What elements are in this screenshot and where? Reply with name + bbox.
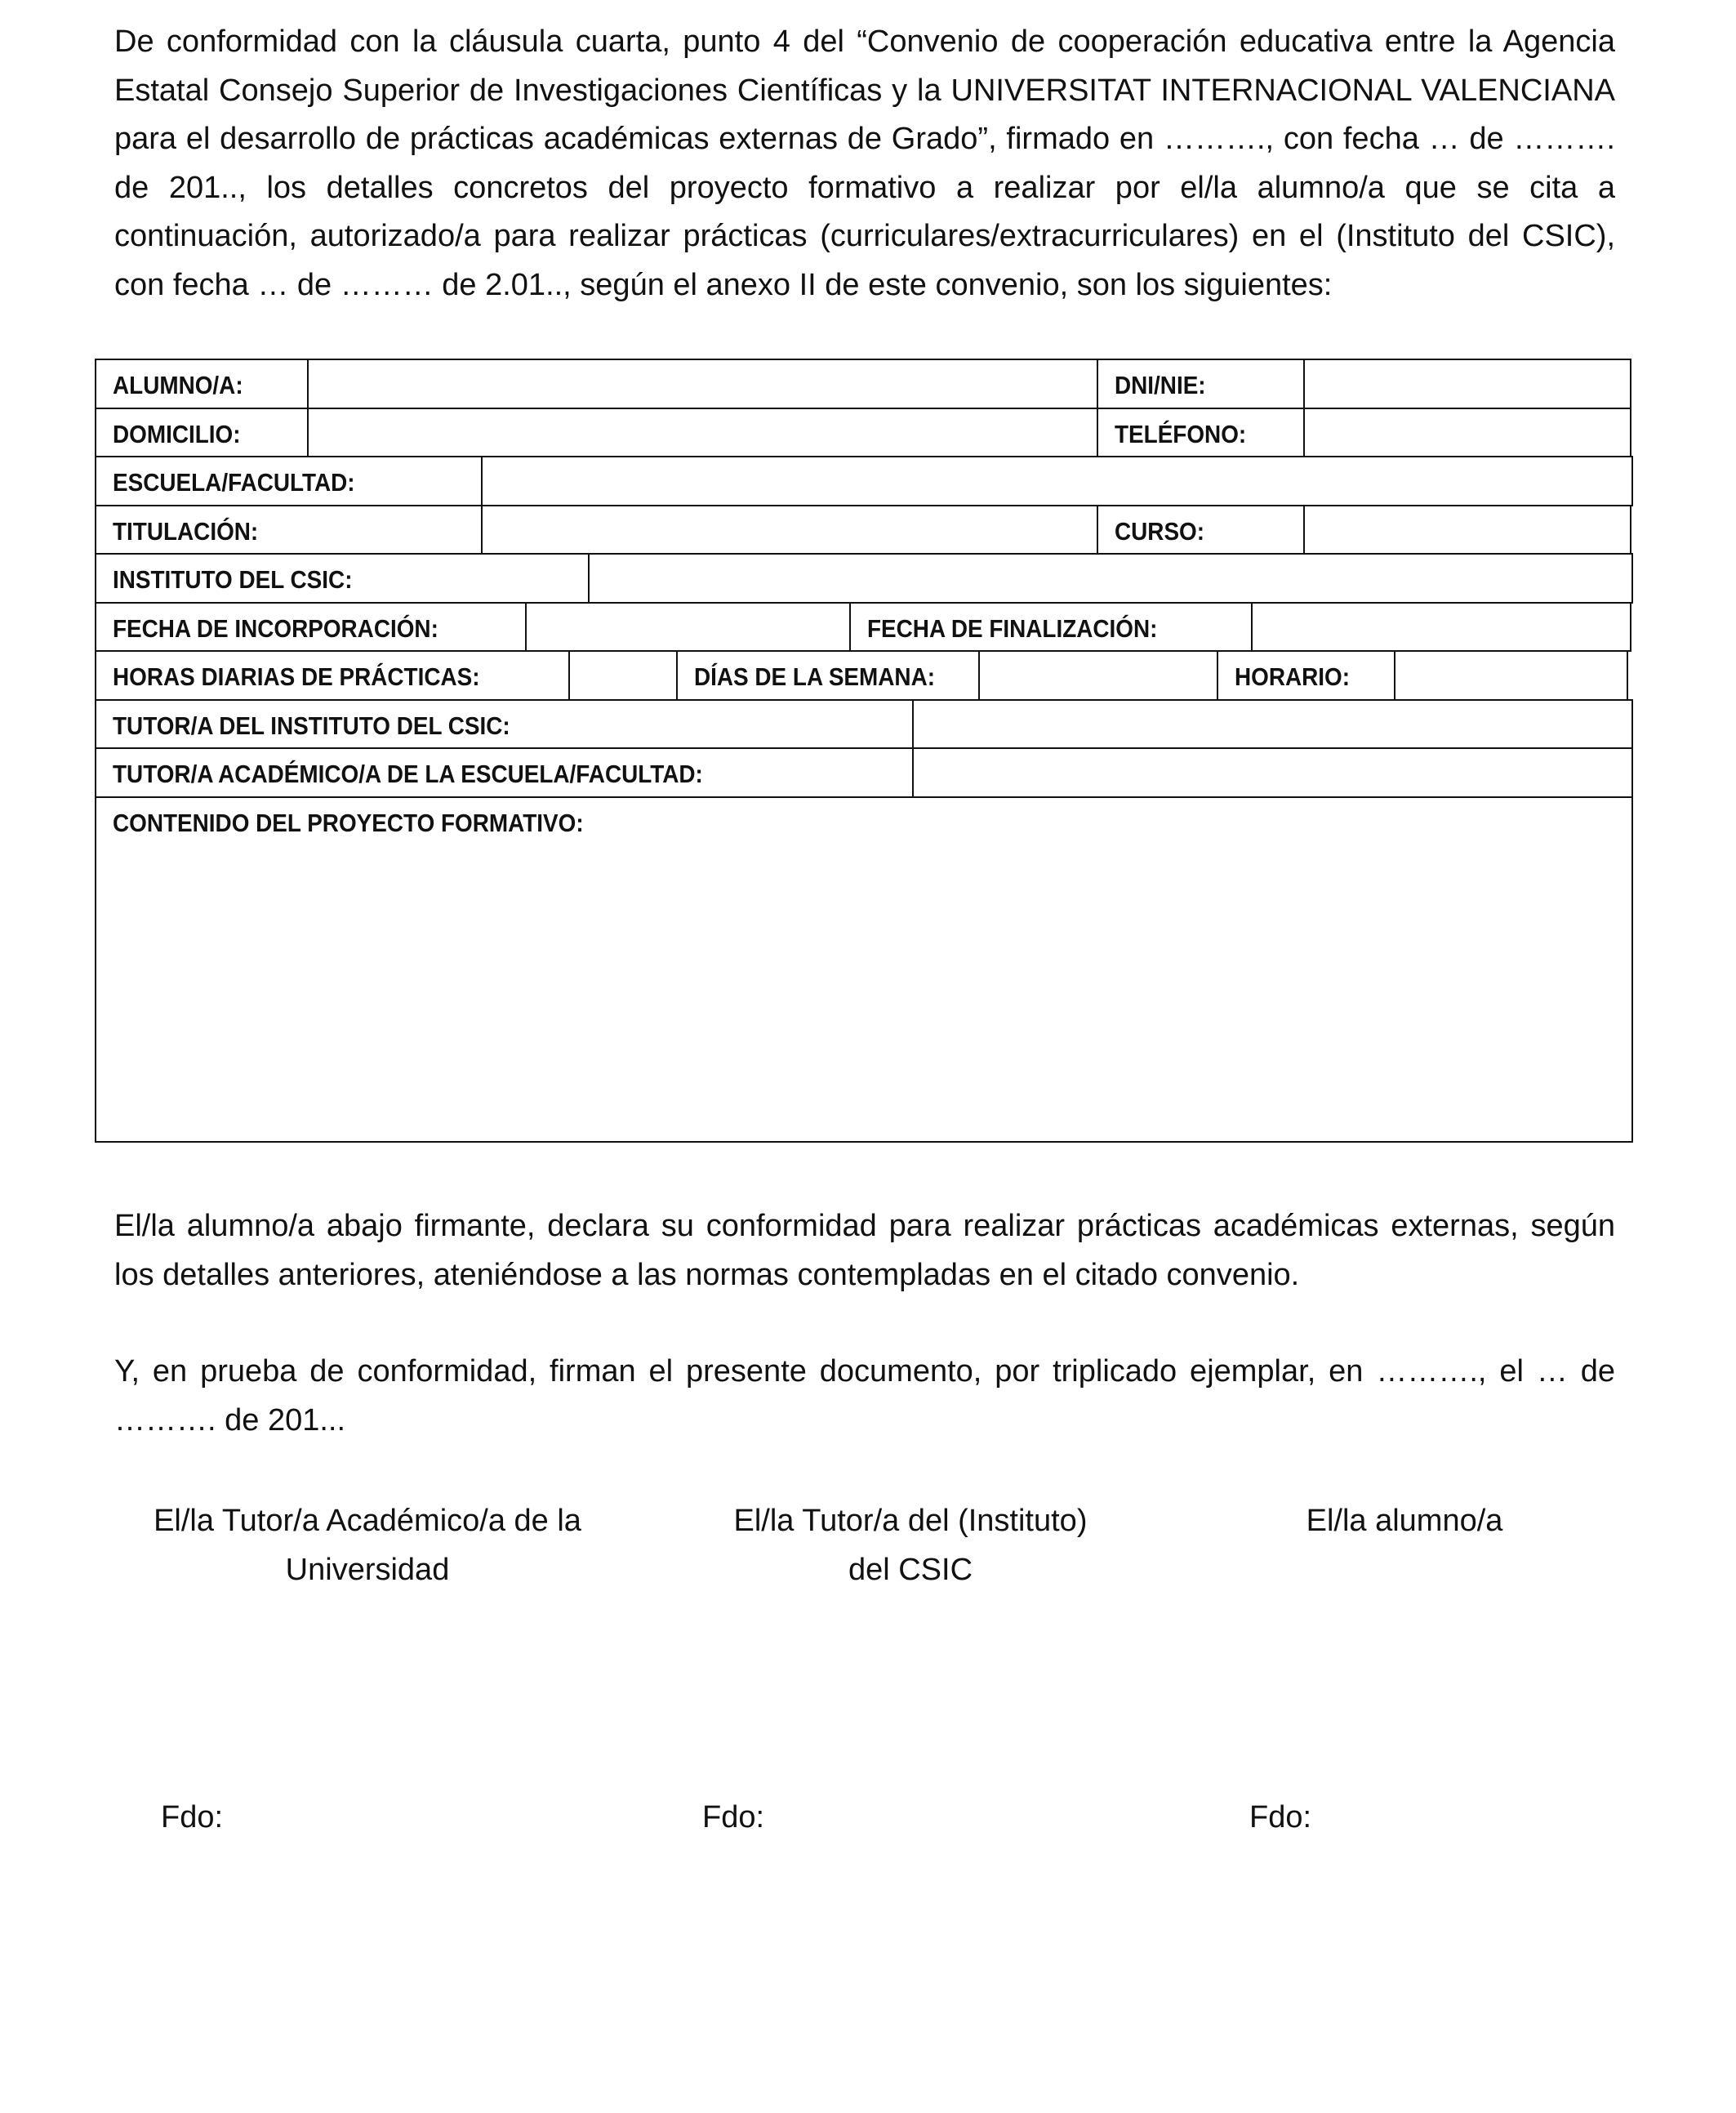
fdo-student: Fdo: bbox=[1249, 1800, 1312, 1834]
escuela-field[interactable] bbox=[481, 456, 1633, 506]
form-row-tutor-academico bbox=[96, 749, 1633, 798]
alumno-field[interactable] bbox=[307, 359, 1098, 409]
domicilio-field[interactable] bbox=[307, 408, 1098, 458]
titulacion-field[interactable] bbox=[481, 505, 1098, 555]
instituto-field[interactable] bbox=[588, 553, 1633, 604]
horas-diarias-field[interactable] bbox=[568, 650, 678, 701]
dias-semana-label: DÍAS DE LA SEMANA: bbox=[676, 650, 980, 701]
fdo-institute-tutor: Fdo: bbox=[702, 1800, 765, 1834]
form-row-alumno bbox=[96, 360, 1633, 409]
signature-block-institute-tutor bbox=[694, 1496, 1127, 1594]
instituto-label: INSTITUTO DEL CSIC: bbox=[95, 553, 590, 604]
tutor-instituto-field[interactable] bbox=[912, 699, 1633, 750]
fecha-finalizacion-field[interactable] bbox=[1251, 602, 1631, 653]
form-row-instituto bbox=[96, 555, 1633, 604]
alumno-label: ALUMNO/A: bbox=[95, 359, 309, 409]
form-row-domicilio bbox=[96, 409, 1633, 458]
domicilio-label: DOMICILIO: bbox=[95, 408, 309, 458]
form-row-escuela bbox=[96, 457, 1633, 506]
proof-paragraph: Y, en prueba de conformidad, firman el presente documento, por triplicado ejemplar, en ………., el … de ………. de 201... bbox=[114, 1354, 1615, 1438]
dni-label: DNI/NIE: bbox=[1097, 359, 1305, 409]
intro-paragraph: De conformidad con la cláusula cuarta, punto 4 del “Convenio de cooperación educativa entre la Agencia Estatal Consejo Superior de Investigaciones Científicas y la UNIVERSITAT INTERNACIONAL VALENCIANA para el desarrollo de prácticas académicas externas de Grado”, firmado en ………., con fecha … de ………. de 201.., los detalles concretos del proyecto formativo a realizar por el/la alumno/a que se cita a continuación, autorizado/a para realizar prácticas (curriculares/extracurriculares) en el (Instituto del CSIC), con fecha … de ……… de 2.01.., según el anexo II de este convenio, son los siguientes: bbox=[114, 25, 1615, 302]
horario-field[interactable] bbox=[1394, 650, 1628, 701]
tutor-instituto-label: TUTOR/A DEL INSTITUTO DEL CSIC: bbox=[95, 699, 914, 750]
signature-block-academic-tutor bbox=[139, 1496, 596, 1594]
signature-title-line: Universidad bbox=[285, 1553, 450, 1587]
signature-title-line: El/la Tutor/a Académico/a de la bbox=[154, 1504, 581, 1538]
form-row-contenido bbox=[96, 798, 1633, 1143]
telefono-field[interactable] bbox=[1303, 408, 1631, 458]
form-row-horas bbox=[96, 652, 1633, 701]
tutor-academico-field[interactable] bbox=[912, 747, 1633, 798]
fdo-academic-tutor: Fdo: bbox=[161, 1800, 224, 1834]
signature-title-line: El/la alumno/a bbox=[1306, 1504, 1503, 1538]
horario-label: HORARIO: bbox=[1217, 650, 1395, 701]
curso-label: CURSO: bbox=[1097, 505, 1305, 555]
fecha-incorporacion-label: FECHA DE INCORPORACIÓN: bbox=[95, 602, 527, 653]
horas-diarias-label: HORAS DIARIAS DE PRÁCTICAS: bbox=[95, 650, 570, 701]
telefono-label: TELÉFONO: bbox=[1097, 408, 1305, 458]
fecha-incorporacion-field[interactable] bbox=[525, 602, 851, 653]
contenido-field[interactable] bbox=[95, 796, 1633, 1143]
declaration-paragraph: El/la alumno/a abajo firmante, declara su conformidad para realizar prácticas académicas externas, según los detalles anteriores, ateniéndose a las normas contempladas en el citado convenio. bbox=[114, 1209, 1615, 1292]
titulacion-label: TITULACIÓN: bbox=[95, 505, 483, 555]
form-row-titulacion bbox=[96, 506, 1633, 555]
dni-field[interactable] bbox=[1303, 359, 1631, 409]
signature-title-line: El/la Tutor/a del (Instituto) bbox=[733, 1504, 1088, 1538]
form-row-tutor-instituto bbox=[96, 701, 1633, 750]
curso-field[interactable] bbox=[1303, 505, 1631, 555]
dias-semana-field[interactable] bbox=[978, 650, 1218, 701]
training-project-form bbox=[96, 360, 1633, 1143]
signature-title-line: del CSIC bbox=[848, 1553, 973, 1587]
tutor-academico-label: TUTOR/A ACADÉMICO/A DE LA ESCUELA/FACULTAD: bbox=[95, 747, 914, 798]
fecha-finalizacion-label: FECHA DE FINALIZACIÓN: bbox=[849, 602, 1253, 653]
contenido-label: CONTENIDO DEL PROYECTO FORMATIVO: bbox=[113, 808, 584, 837]
escuela-label: ESCUELA/FACULTAD: bbox=[95, 456, 483, 506]
signature-block-student bbox=[1274, 1496, 1535, 1545]
form-row-fechas bbox=[96, 604, 1633, 653]
